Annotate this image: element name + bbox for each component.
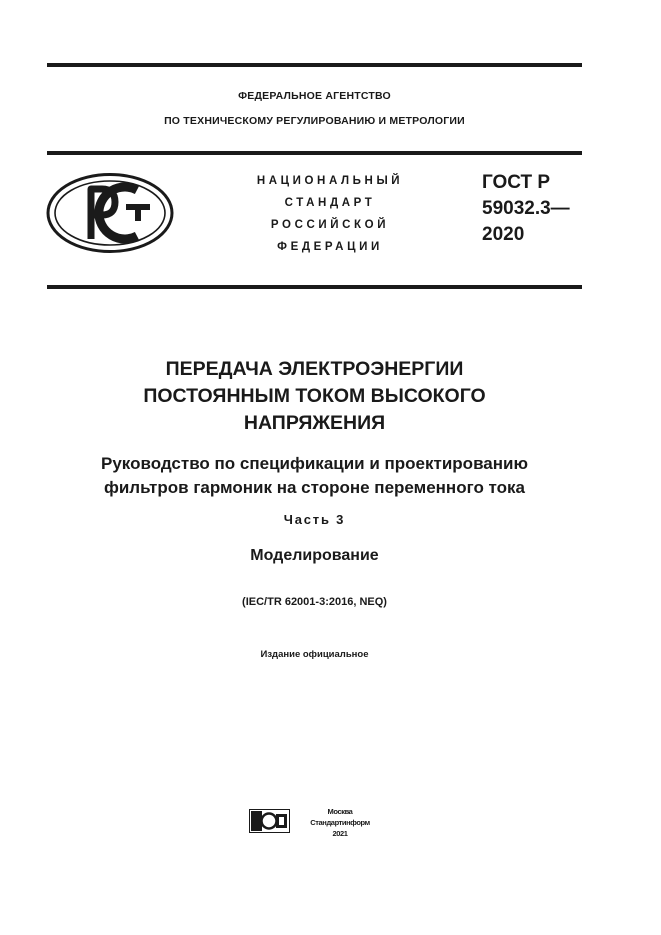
designation-line-1: ГОСТ Р <box>482 172 551 193</box>
part-name: Моделирование <box>250 547 379 564</box>
document-title-line-3: НАПРЯЖЕНИЯ <box>243 412 386 434</box>
document-subtitle-line-1: Руководство по спецификации и проектированию <box>101 454 528 473</box>
part-number: Часть 3 <box>283 512 346 527</box>
publisher-name: Стандартинформ <box>310 818 370 827</box>
publisher-year: 2021 <box>332 829 348 838</box>
national-standard-line-1: НАЦИОНАЛЬНЫЙ <box>256 175 404 187</box>
document-subtitle-line-2: фильтров гармоник на стороне переменного тока <box>103 478 526 497</box>
document-title-line-2: ПОСТОЯННЫМ ТОКОМ ВЫСОКОГО <box>143 385 486 407</box>
header-rule <box>47 151 582 155</box>
national-standard-line-4: ФЕДЕРАЦИИ <box>277 241 383 253</box>
standard-designation <box>482 170 570 248</box>
document-title-line-1: ПЕРЕДАЧА ЭЛЕКТРОЭНЕРГИИ <box>165 358 464 380</box>
national-standard-line-2: СТАНДАРТ <box>284 197 376 209</box>
national-standard-label <box>230 170 430 258</box>
agency-line-2: ПО ТЕХНИЧЕСКОМУ РЕГУЛИРОВАНИЮ И МЕТРОЛОГИИ <box>164 115 465 127</box>
edition-label: Издание официальное <box>260 649 369 660</box>
international-reference: (IEC/TR 62001-3:2016, NEQ) <box>242 596 387 608</box>
top-rule <box>47 63 582 67</box>
publisher-city: Москва <box>327 807 353 816</box>
agency-line-1: ФЕДЕРАЛЬНОЕ АГЕНТСТВО <box>238 90 391 102</box>
standartinform-logo-icon <box>249 809 290 833</box>
publisher-imprint <box>290 806 390 839</box>
rst-certification-mark-icon <box>46 173 174 253</box>
designation-line-2: 59032.3— <box>482 198 570 219</box>
national-standard-line-3: РОССИЙСКОЙ <box>270 219 390 231</box>
designation-rule <box>47 285 582 289</box>
designation-line-3: 2020 <box>482 224 525 245</box>
